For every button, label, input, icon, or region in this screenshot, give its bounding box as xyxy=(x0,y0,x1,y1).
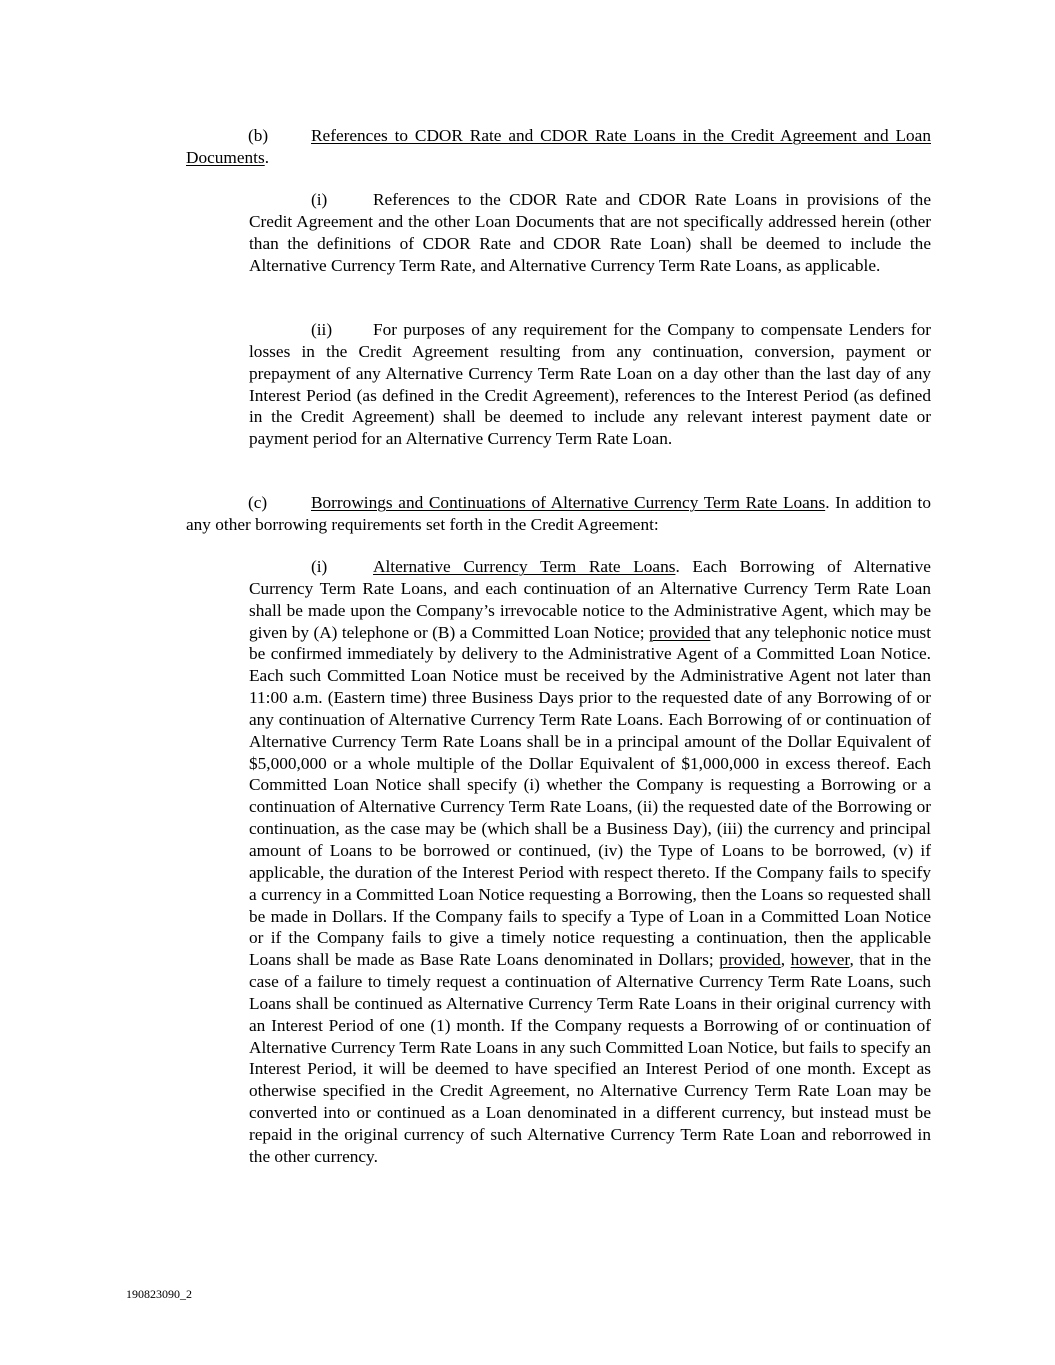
section-b-ii-text: For purposes of any requirement for the Company to compensate Lenders for losses in the Credit Agreement resulting from any continuation, conversion, payment or prepayment of any Alternative Currency Term Rate Loan on a day other than the last day of any Interest Period (as defined in the Credit Agreement), references to the Interest Period (as defined in the Credit Agreement) shall be deemed to include any relevant interest payment date or payment period for an Alternative Currency Term Rate Loan. xyxy=(249,320,931,449)
section-c-i-text-2: that any telephonic notice must be confirmed immediately by delivery to the Administrative Agent of a Committed Loan Notice. Each such Committed Loan Notice must be received by the Administrative Agent not later than 11:00 a.m. (Eastern time) three Business Days prior to the requested date of any Borrowing of or any continuation of Alternative Currency Term Rate Loans. Each Borrowing of or continuation of Alternative Currency Term Rate Loans shall be in a principal amount of the Dollar Equivalent of $5,000,000 or a whole multiple of the Dollar Equivalent of $1,000,000 in excess thereof. Each Committed Loan Notice shall specify (i) whether the Company is requesting a Borrowing or a continuation of Alternative Currency Term Rate Loans, (ii) the requested date of the Borrowing or continuation, as the case may be (which shall be a Business Day), (iii) the currency and principal amount of Loans to be borrowed or continued, (iv) the Type of Loans to be borrowed, (v) if applicable, the duration of the Interest Period with respect thereto. If the Company fails to specify a currency in a Committed Loan Notice requesting a Borrowing, then the Loans so requested shall be made in Dollars. If the Company fails to specify a Type of Loan in a Committed Loan Notice or if the Company fails to give a timely notice requesting a continuation, then the applicable Loans shall be made as Base Rate Loans denominated in Dollars; xyxy=(249,622,931,970)
section-b xyxy=(186,125,931,169)
footer-doc-id: 190823090_2 xyxy=(126,1287,192,1301)
section-b-ii-number: (ii) xyxy=(311,320,333,339)
section-b-i xyxy=(249,189,931,276)
section-c-heading: Borrowings and Continuations of Alternative Currency Term Rate Loans xyxy=(311,493,826,512)
section-c-i-text-1: . Each Borrowing of Alternative Currency Term Rate Loans, and each continuation of an Alternative Currency Term Rate Loan shall be made upon the Company’s irrevocable notice to the Administrative Agent, which may be given by (A) telephone or (B) a Committed Loan Notice; xyxy=(249,557,931,642)
section-c-number: (c) xyxy=(248,493,268,512)
section-b-heading: References to CDOR Rate and CDOR Rate Loans in the Credit Agreement and Loan Documents xyxy=(186,126,931,167)
section-b-heading-end: . xyxy=(264,147,270,167)
comma-separator: , xyxy=(780,950,791,970)
provided-term-1: provided xyxy=(648,622,711,642)
section-b-i-number: (i) xyxy=(311,190,328,209)
however-term: however xyxy=(790,950,850,970)
provided-term-2: provided xyxy=(719,950,781,970)
section-c-i-number: (i) xyxy=(311,557,328,576)
section-c-text: . In addition to any other borrowing requirements set forth in the Credit Agreement: xyxy=(186,493,931,534)
section-c xyxy=(186,492,931,536)
section-b-number: (b) xyxy=(248,126,269,145)
section-c-i-text-3: , that in the case of a failure to timely request a continuation of Alternative Currency Term Rate Loans, such Loans shall be continued as Alternative Currency Term Rate Loans in their original currency with an Interest Period of one (1) month. If the Company requests a Borrowing of or continuation of Alternative Currency Term Rate Loans in any such Committed Loan Notice, but fails to specify an Interest Period, it will be deemed to have specified an Interest Period of one month. Except as otherwise specified in the Credit Agreement, no Alternative Currency Term Rate Loan may be converted into or continued as a Loan denominated in a different currency, but instead must be repaid in the original currency of such Alternative Currency Term Rate Loan and reborrowed in the other currency. xyxy=(249,950,931,1166)
section-b-ii xyxy=(249,319,931,450)
section-b-i-text: References to the CDOR Rate and CDOR Rate Loans in provisions of the Credit Agreement and the other Loan Documents that are not specifically addressed herein (other than the definitions of CDOR Rate and CDOR Rate Loan) shall be deemed to include the Alternative Currency Term Rate, and Alternative Currency Term Rate Loans, as applicable. xyxy=(249,190,931,275)
section-c-i xyxy=(249,556,931,1168)
section-c-i-heading: Alternative Currency Term Rate Loans xyxy=(373,557,676,576)
